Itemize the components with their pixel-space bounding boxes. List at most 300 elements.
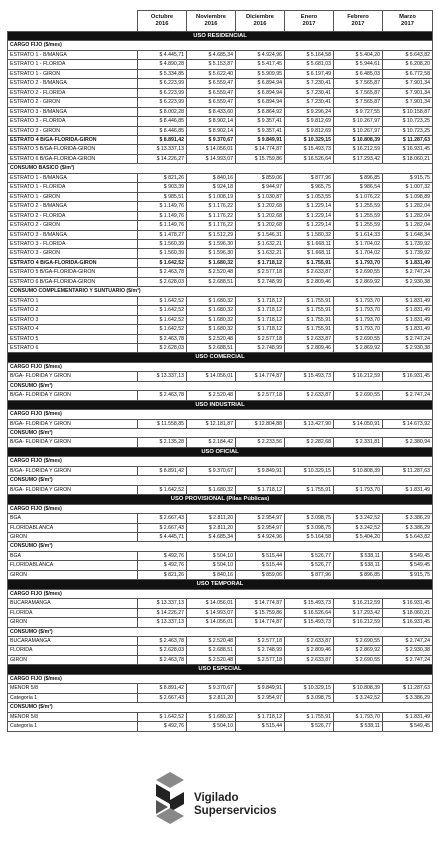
price-cell: $ 14.056,01 bbox=[187, 372, 236, 381]
price-cell: $ 3.386,29 bbox=[383, 514, 433, 523]
price-cell: $ 5.681,03 bbox=[285, 60, 334, 69]
price-cell: $ 2.930,38 bbox=[383, 646, 433, 655]
table-row bbox=[8, 88, 433, 97]
price-cell: $ 1.053,55 bbox=[285, 192, 334, 201]
price-cell: $ 15.493,73 bbox=[285, 618, 334, 627]
column-header-month: Noviembre bbox=[196, 14, 226, 20]
column-header-month: Enero bbox=[300, 14, 318, 20]
price-cell: $ 7.901,34 bbox=[383, 88, 433, 97]
row-label: B/GA- FLORIDA Y GIRON bbox=[8, 485, 138, 494]
price-cell: $ 2.811,20 bbox=[187, 514, 236, 523]
row-label: ESTRATO 3 bbox=[8, 315, 138, 324]
price-cell: $ 1.632,21 bbox=[236, 239, 285, 248]
price-cell: $ 2.577,18 bbox=[236, 637, 285, 646]
price-cell: $ 538,11 bbox=[334, 722, 383, 731]
price-cell: $ 2.633,87 bbox=[285, 637, 334, 646]
price-cell: $ 526,77 bbox=[285, 551, 334, 560]
table-row bbox=[8, 268, 433, 277]
price-cell: $ 1.718,12 bbox=[236, 296, 285, 305]
row-label: ESTRATO 5 B/GA-FLORIDA-GIRON bbox=[8, 145, 138, 154]
row-label: ESTRATO 1 - GIRON bbox=[8, 69, 138, 78]
column-header-month: Febrero bbox=[347, 14, 369, 20]
price-cell: $ 9.357,41 bbox=[236, 126, 285, 135]
table-row bbox=[8, 391, 433, 400]
price-cell: $ 14.993,07 bbox=[187, 154, 236, 163]
row-label: ESTRATO 5 B/GA-FLORIDA-GIRON bbox=[8, 268, 138, 277]
price-cell: $ 526,77 bbox=[285, 561, 334, 570]
price-cell: $ 1.176,22 bbox=[187, 221, 236, 230]
price-cell: $ 1.755,91 bbox=[285, 258, 334, 267]
price-cell: $ 6.485,03 bbox=[334, 69, 383, 78]
price-cell: $ 2.690,55 bbox=[334, 334, 383, 343]
price-cell: $ 2.667,43 bbox=[138, 523, 187, 532]
table-row bbox=[8, 107, 433, 116]
price-cell: $ 1.680,32 bbox=[187, 306, 236, 315]
table-row bbox=[8, 60, 433, 69]
price-cell: $ 1.718,12 bbox=[236, 258, 285, 267]
price-cell: $ 9.849,91 bbox=[236, 684, 285, 693]
table-row bbox=[8, 145, 433, 154]
price-cell: $ 11.287,63 bbox=[383, 135, 433, 144]
price-cell: $ 7.230,41 bbox=[285, 88, 334, 97]
header-row bbox=[8, 11, 433, 32]
price-cell: $ 4.890,28 bbox=[138, 60, 187, 69]
price-cell: $ 1.755,91 bbox=[285, 306, 334, 315]
subsection-title: CONSUMO COMPLEMENTARIO Y SUNTUARIO ($/m³) bbox=[8, 287, 433, 296]
price-cell: $ 1.632,21 bbox=[236, 249, 285, 258]
price-cell: $ 549,45 bbox=[383, 551, 433, 560]
price-cell: $ 526,77 bbox=[285, 722, 334, 731]
table-row bbox=[8, 722, 433, 731]
price-cell: $ 1.793,70 bbox=[334, 325, 383, 334]
price-cell: $ 1.512,29 bbox=[187, 230, 236, 239]
price-cell: $ 1.560,39 bbox=[138, 249, 187, 258]
section-title: USO OFICIAL bbox=[8, 447, 433, 456]
price-cell: $ 2.809,46 bbox=[285, 646, 334, 655]
price-cell: $ 15.493,73 bbox=[285, 372, 334, 381]
price-cell: $ 13.337,13 bbox=[138, 372, 187, 381]
price-cell: $ 16.212,59 bbox=[334, 145, 383, 154]
column-header-year: 2016 bbox=[155, 21, 169, 27]
price-cell: $ 1.718,12 bbox=[236, 712, 285, 721]
price-cell: $ 16.931,45 bbox=[383, 618, 433, 627]
table-row bbox=[8, 79, 433, 88]
price-cell: $ 538,11 bbox=[334, 551, 383, 560]
section-header-row bbox=[8, 580, 433, 589]
price-cell: $ 2.667,43 bbox=[138, 693, 187, 702]
table-row bbox=[8, 135, 433, 144]
price-cell: $ 10.158,87 bbox=[383, 107, 433, 116]
price-cell: $ 2.628,03 bbox=[138, 343, 187, 352]
row-label: ESTRATO 2 - GIRON bbox=[8, 221, 138, 230]
price-cell: $ 16.526,64 bbox=[285, 154, 334, 163]
section-title: USO COMERCIAL bbox=[8, 353, 433, 362]
price-cell: $ 10.808,39 bbox=[334, 684, 383, 693]
price-cell: $ 2.633,87 bbox=[285, 655, 334, 664]
price-cell: $ 8.902,14 bbox=[187, 126, 236, 135]
price-cell: $ 2.520,48 bbox=[187, 637, 236, 646]
row-label: FLORIDABLANCA bbox=[8, 561, 138, 570]
price-cell: $ 1.478,27 bbox=[138, 230, 187, 239]
row-label: ESTRATO 2 - B/MANGA bbox=[8, 202, 138, 211]
row-label: BUCARAMANGA bbox=[8, 637, 138, 646]
price-cell: $ 7.230,41 bbox=[285, 79, 334, 88]
price-cell: $ 1.739,92 bbox=[383, 239, 433, 248]
price-cell: $ 2.954,97 bbox=[236, 693, 285, 702]
row-label: B/GA- FLORIDA Y GIRON bbox=[8, 438, 138, 447]
price-cell: $ 821,26 bbox=[138, 173, 187, 182]
price-cell: $ 6.208,20 bbox=[383, 60, 433, 69]
table-row bbox=[8, 192, 433, 201]
price-cell: $ 12.181,87 bbox=[187, 419, 236, 428]
price-cell: $ 1.546,31 bbox=[236, 230, 285, 239]
price-cell: $ 1.831,49 bbox=[383, 306, 433, 315]
column-header-month: Octubre bbox=[150, 14, 174, 20]
price-cell: $ 14.993,07 bbox=[187, 608, 236, 617]
price-cell: $ 2.577,18 bbox=[236, 655, 285, 664]
price-cell: $ 7.565,87 bbox=[334, 98, 383, 107]
row-label: ESTRATO 1 - FLORIDA bbox=[8, 183, 138, 192]
price-cell: $ 1.793,70 bbox=[334, 306, 383, 315]
price-cell: $ 1.680,32 bbox=[187, 712, 236, 721]
price-cell: $ 2.811,20 bbox=[187, 693, 236, 702]
price-cell: $ 14.774,87 bbox=[236, 372, 285, 381]
subsection-header-row bbox=[8, 476, 433, 485]
price-cell: $ 1.282,04 bbox=[383, 211, 433, 220]
price-cell: $ 9.727,55 bbox=[334, 107, 383, 116]
price-cell: $ 2.463,78 bbox=[138, 655, 187, 664]
price-cell: $ 9.370,67 bbox=[187, 684, 236, 693]
price-cell: $ 1.176,22 bbox=[187, 202, 236, 211]
price-cell: $ 2.463,78 bbox=[138, 268, 187, 277]
price-cell: $ 1.596,30 bbox=[187, 249, 236, 258]
price-cell: $ 1.229,14 bbox=[285, 211, 334, 220]
price-cell: $ 2.690,55 bbox=[334, 391, 383, 400]
price-cell: $ 7.901,34 bbox=[383, 98, 433, 107]
row-label: ESTRATO 3 - GIRON bbox=[8, 249, 138, 258]
price-cell: $ 14.056,01 bbox=[187, 618, 236, 627]
price-cell: $ 877,96 bbox=[285, 570, 334, 579]
price-cell: $ 1.793,70 bbox=[334, 485, 383, 494]
row-label: B/GA- FLORIDA Y GIRON bbox=[8, 391, 138, 400]
price-cell: $ 1.831,49 bbox=[383, 325, 433, 334]
price-cell: $ 985,51 bbox=[138, 192, 187, 201]
row-label: ESTRATO 1 bbox=[8, 296, 138, 305]
price-cell: $ 18.060,21 bbox=[383, 608, 433, 617]
price-cell: $ 2.747,24 bbox=[383, 655, 433, 664]
price-cell: $ 16.212,59 bbox=[334, 599, 383, 608]
price-cell: $ 3.242,52 bbox=[334, 523, 383, 532]
price-cell: $ 2.747,24 bbox=[383, 391, 433, 400]
row-label: B/GA- FLORIDA Y GIRON bbox=[8, 372, 138, 381]
price-cell: $ 6.772,58 bbox=[383, 69, 433, 78]
price-cell: $ 8.864,92 bbox=[236, 107, 285, 116]
subsection-title: CARGO FIJO ($/mes) bbox=[8, 41, 433, 50]
column-header bbox=[236, 11, 285, 32]
price-cell: $ 5.164,58 bbox=[285, 50, 334, 59]
price-cell: $ 504,10 bbox=[187, 722, 236, 731]
table-row bbox=[8, 211, 433, 220]
price-cell: $ 6.223,99 bbox=[138, 98, 187, 107]
section-header-row bbox=[8, 447, 433, 456]
subsection-header-row bbox=[8, 504, 433, 513]
price-cell: $ 1.580,32 bbox=[285, 230, 334, 239]
table-row bbox=[8, 173, 433, 182]
subsection-header-row bbox=[8, 589, 433, 598]
price-cell: $ 5.643,82 bbox=[383, 50, 433, 59]
price-cell: $ 6.559,47 bbox=[187, 98, 236, 107]
table-row bbox=[8, 117, 433, 126]
price-cell: $ 2.628,03 bbox=[138, 646, 187, 655]
price-cell: $ 2.135,28 bbox=[138, 438, 187, 447]
section-title: USO TEMPORAL bbox=[8, 580, 433, 589]
price-cell: $ 2.667,43 bbox=[138, 514, 187, 523]
price-cell: $ 2.748,99 bbox=[236, 277, 285, 286]
price-cell: $ 2.184,42 bbox=[187, 438, 236, 447]
table-row bbox=[8, 533, 433, 542]
price-cell: $ 2.869,92 bbox=[334, 277, 383, 286]
price-cell: $ 9.357,41 bbox=[236, 117, 285, 126]
price-cell: $ 7.565,87 bbox=[334, 88, 383, 97]
row-label: GIRON bbox=[8, 533, 138, 542]
price-cell: $ 2.747,24 bbox=[383, 637, 433, 646]
table-row bbox=[8, 655, 433, 664]
table-row bbox=[8, 514, 433, 523]
row-label: BGA bbox=[8, 514, 138, 523]
price-cell: $ 1.718,12 bbox=[236, 325, 285, 334]
price-cell: $ 2.809,46 bbox=[285, 277, 334, 286]
price-cell: $ 2.930,38 bbox=[383, 343, 433, 352]
table-row bbox=[8, 599, 433, 608]
price-cell: $ 6.894,94 bbox=[236, 98, 285, 107]
logo-text-vigilado: Vigilado bbox=[194, 792, 239, 804]
row-label: B/GA- FLORIDA Y GIRON bbox=[8, 466, 138, 475]
price-cell: $ 1.149,76 bbox=[138, 221, 187, 230]
table-row bbox=[8, 69, 433, 78]
price-cell: $ 2.577,18 bbox=[236, 334, 285, 343]
section-title: USO RESIDENCIAL bbox=[8, 32, 433, 41]
subsection-title: CONSUMO BASICO ($/m³) bbox=[8, 164, 433, 173]
price-cell: $ 2.282,68 bbox=[285, 438, 334, 447]
table-row bbox=[8, 221, 433, 230]
column-header-year: 2016 bbox=[204, 21, 218, 27]
price-cell: $ 2.331,81 bbox=[334, 438, 383, 447]
section-header-row bbox=[8, 32, 433, 41]
price-cell: $ 1.831,49 bbox=[383, 258, 433, 267]
vigilado-superservicios-logo bbox=[150, 770, 300, 830]
row-label: ESTRATO 6 bbox=[8, 343, 138, 352]
price-cell: $ 16.526,64 bbox=[285, 608, 334, 617]
price-cell: $ 13.337,13 bbox=[138, 618, 187, 627]
price-cell: $ 4.445,71 bbox=[138, 50, 187, 59]
price-cell: $ 16.931,45 bbox=[383, 372, 433, 381]
column-header bbox=[187, 11, 236, 32]
price-cell: $ 877,96 bbox=[285, 173, 334, 182]
price-cell: $ 2.954,97 bbox=[236, 523, 285, 532]
tariff-table-body bbox=[8, 11, 433, 732]
row-label: ESTRATO 2 - FLORIDA bbox=[8, 88, 138, 97]
price-cell: $ 8.433,60 bbox=[187, 107, 236, 116]
price-cell: $ 13.337,13 bbox=[138, 599, 187, 608]
price-cell: $ 5.404,20 bbox=[334, 50, 383, 59]
row-label: BUCARAMANGA bbox=[8, 599, 138, 608]
price-cell: $ 14.673,92 bbox=[383, 419, 433, 428]
price-cell: $ 10.723,25 bbox=[383, 117, 433, 126]
table-row bbox=[8, 306, 433, 315]
price-cell: $ 9.812,69 bbox=[285, 117, 334, 126]
row-label: MENOR 5/8 bbox=[8, 712, 138, 721]
subsection-header-row bbox=[8, 381, 433, 390]
price-cell: $ 14.774,87 bbox=[236, 599, 285, 608]
price-cell: $ 6.559,47 bbox=[187, 88, 236, 97]
price-cell: $ 1.680,32 bbox=[187, 485, 236, 494]
price-cell: $ 1.202,68 bbox=[236, 221, 285, 230]
price-cell: $ 7.901,34 bbox=[383, 79, 433, 88]
price-cell: $ 3.098,75 bbox=[285, 693, 334, 702]
price-cell: $ 14.774,87 bbox=[236, 145, 285, 154]
price-cell: $ 1.642,52 bbox=[138, 306, 187, 315]
subsection-header-row bbox=[8, 429, 433, 438]
price-cell: $ 4.685,34 bbox=[187, 533, 236, 542]
column-header bbox=[138, 11, 187, 32]
table-row bbox=[8, 154, 433, 163]
price-cell: $ 5.404,20 bbox=[334, 533, 383, 542]
table-row bbox=[8, 50, 433, 59]
price-cell: $ 6.223,99 bbox=[138, 88, 187, 97]
price-cell: $ 2.233,56 bbox=[236, 438, 285, 447]
price-cell: $ 924,18 bbox=[187, 183, 236, 192]
table-row bbox=[8, 523, 433, 532]
price-cell: $ 986,54 bbox=[334, 183, 383, 192]
row-label: Categoría 1 bbox=[8, 722, 138, 731]
price-cell: $ 840,16 bbox=[187, 173, 236, 182]
row-label: ESTRATO 4 B/GA-FLORIDA-GIRON bbox=[8, 258, 138, 267]
subsection-header-row bbox=[8, 410, 433, 419]
price-cell: $ 5.334,85 bbox=[138, 69, 187, 78]
column-header bbox=[285, 11, 334, 32]
row-label: ESTRATO 3 - GIRON bbox=[8, 126, 138, 135]
row-label: ESTRATO 4 B/GA-FLORIDA-GIRON bbox=[8, 135, 138, 144]
subsection-header-row bbox=[8, 457, 433, 466]
row-label: FLORIDA bbox=[8, 608, 138, 617]
price-cell: $ 1.755,91 bbox=[285, 315, 334, 324]
row-label: GIRON bbox=[8, 655, 138, 664]
table-row bbox=[8, 277, 433, 286]
price-cell: $ 5.909,95 bbox=[236, 69, 285, 78]
price-cell: $ 1.755,91 bbox=[285, 485, 334, 494]
table-row bbox=[8, 343, 433, 352]
price-cell: $ 5.417,45 bbox=[236, 60, 285, 69]
price-cell: $ 10.723,25 bbox=[383, 126, 433, 135]
price-cell: $ 2.520,48 bbox=[187, 268, 236, 277]
row-label: FLORIDA bbox=[8, 646, 138, 655]
table-row bbox=[8, 466, 433, 475]
subsection-header-row bbox=[8, 287, 433, 296]
column-header-year: 2017 bbox=[351, 21, 365, 27]
price-cell: $ 8.891,42 bbox=[138, 684, 187, 693]
price-cell: $ 1.030,87 bbox=[236, 192, 285, 201]
price-cell: $ 15.759,86 bbox=[236, 154, 285, 163]
price-cell: $ 16.212,59 bbox=[334, 372, 383, 381]
price-cell: $ 7.565,87 bbox=[334, 79, 383, 88]
table-row bbox=[8, 315, 433, 324]
price-cell: $ 1.755,91 bbox=[285, 296, 334, 305]
price-cell: $ 515,44 bbox=[236, 561, 285, 570]
price-cell: $ 1.229,14 bbox=[285, 202, 334, 211]
price-cell: $ 2.954,97 bbox=[236, 514, 285, 523]
price-cell: $ 5.643,82 bbox=[383, 533, 433, 542]
row-label: GIRON bbox=[8, 570, 138, 579]
table-row bbox=[8, 608, 433, 617]
subsection-header-row bbox=[8, 164, 433, 173]
price-cell: $ 16.931,45 bbox=[383, 145, 433, 154]
price-cell: $ 1.642,52 bbox=[138, 296, 187, 305]
price-cell: $ 492,76 bbox=[138, 722, 187, 731]
price-cell: $ 8.902,14 bbox=[187, 117, 236, 126]
row-label: B/GA- FLORIDA Y GIRON bbox=[8, 419, 138, 428]
price-cell: $ 2.869,92 bbox=[334, 646, 383, 655]
price-cell: $ 1.668,11 bbox=[285, 249, 334, 258]
table-row bbox=[8, 570, 433, 579]
price-cell: $ 10.329,15 bbox=[285, 466, 334, 475]
price-cell: $ 504,10 bbox=[187, 561, 236, 570]
price-cell: $ 896,85 bbox=[334, 173, 383, 182]
price-cell: $ 5.944,61 bbox=[334, 60, 383, 69]
row-label: ESTRATO 2 - FLORIDA bbox=[8, 211, 138, 220]
price-cell: $ 1.642,52 bbox=[138, 712, 187, 721]
column-header bbox=[383, 11, 433, 32]
price-cell: $ 8.446,85 bbox=[138, 117, 187, 126]
price-cell: $ 1.704,02 bbox=[334, 239, 383, 248]
column-header-year: 2017 bbox=[401, 21, 414, 27]
subsection-title: CONSUMO ($/m³) bbox=[8, 542, 433, 551]
price-cell: $ 549,45 bbox=[383, 561, 433, 570]
price-cell: $ 1.282,04 bbox=[383, 221, 433, 230]
price-cell: $ 4.685,34 bbox=[187, 50, 236, 59]
price-cell: $ 2.690,55 bbox=[334, 637, 383, 646]
price-cell: $ 944,97 bbox=[236, 183, 285, 192]
price-cell: $ 1.076,22 bbox=[334, 192, 383, 201]
price-cell: $ 2.520,48 bbox=[187, 655, 236, 664]
subsection-title: CARGO FIJO ($/mes) bbox=[8, 589, 433, 598]
column-header-year: 2016 bbox=[253, 21, 267, 27]
price-cell: $ 14.050,91 bbox=[334, 419, 383, 428]
price-cell: $ 2.869,92 bbox=[334, 343, 383, 352]
table-row bbox=[8, 239, 433, 248]
row-label: GIRON bbox=[8, 618, 138, 627]
price-cell: $ 3.242,52 bbox=[334, 693, 383, 702]
row-label: ESTRATO 1 - FLORIDA bbox=[8, 60, 138, 69]
table-row bbox=[8, 325, 433, 334]
price-cell: $ 1.755,91 bbox=[285, 712, 334, 721]
row-label: ESTRATO 1 - B/MANGA bbox=[8, 173, 138, 182]
price-cell: $ 1.739,92 bbox=[383, 249, 433, 258]
price-cell: $ 1.793,70 bbox=[334, 296, 383, 305]
price-cell: $ 1.149,76 bbox=[138, 211, 187, 220]
price-cell: $ 1.008,19 bbox=[187, 192, 236, 201]
section-header-row bbox=[8, 495, 433, 504]
price-cell: $ 2.747,24 bbox=[383, 334, 433, 343]
price-cell: $ 2.633,87 bbox=[285, 268, 334, 277]
row-label: ESTRATO 2 - B/MANGA bbox=[8, 79, 138, 88]
price-cell: $ 10.267,97 bbox=[334, 117, 383, 126]
table-row bbox=[8, 183, 433, 192]
row-label: ESTRATO 3 - B/MANGA bbox=[8, 230, 138, 239]
price-cell: $ 10.267,97 bbox=[334, 126, 383, 135]
price-cell: $ 2.633,87 bbox=[285, 391, 334, 400]
superservicios-logo-icon bbox=[150, 770, 190, 830]
table-row bbox=[8, 249, 433, 258]
